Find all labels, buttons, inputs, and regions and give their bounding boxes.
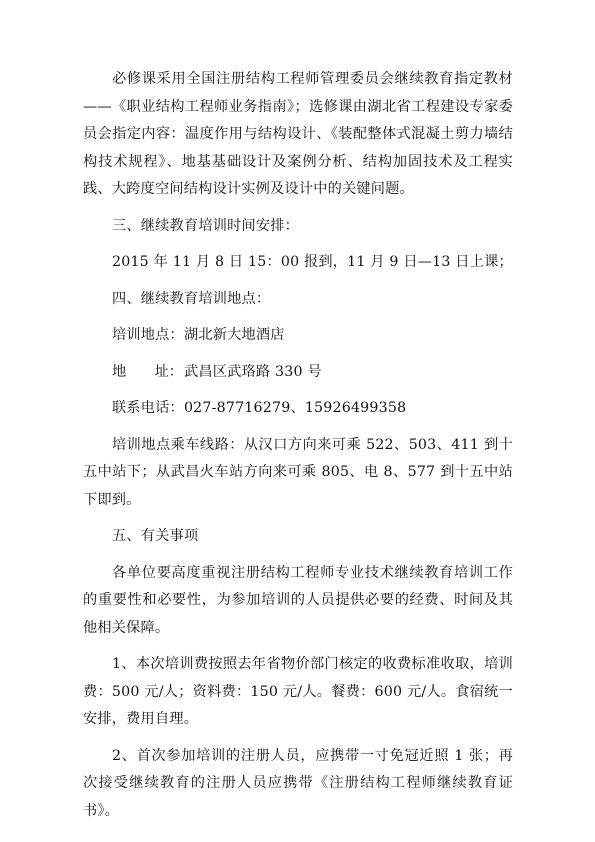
course-paragraph: 必修课采用全国注册结构工程师管理委员会继续教育指定教材——《职业结构工程师业务指南》；选修课由湖北省工程建设专家委员会指定内容：温度作用与结构设计、《装配整体式混凝土剪力墙结构技术规程》、地基基础设计及案例分析、结构加固技术及工程实践、大跨度空间结构设计实例及设计中的关键问题。 — [83, 71, 513, 197]
venue-line — [83, 322, 513, 350]
schedule-text: 2015 年 11 月 8 日 15：00 报到，11 月 9 日—13 日上课； — [112, 254, 513, 270]
section-5-title: 五、有关事项 — [112, 528, 199, 544]
venue-label: 培训地点： — [112, 327, 184, 343]
photo-paragraph: 2、首次参加培训的注册人员，应携带一寸免冠近照 1 张；再次接受继续教育的注册人员应携带《注册结构工程师继续教育证书》。 — [83, 747, 513, 819]
address-value: 武昌区武珞路 330 号 — [184, 363, 322, 380]
fee-paragraph: 1、本次培训费按照去年省物价部门核定的收费标准收取，培训费：500 元/人；资料费：150 元/人。餐费：600 元/人。食宿统一安排，费用自理。 — [83, 656, 513, 727]
phone-label: 联系电话： — [112, 400, 184, 416]
address-line — [83, 359, 513, 387]
route-paragraph: 培训地点乘车线路：从汉口方向来可乘 522、503、411 到十五中站下；从武昌火车站方向来可乘 805、电 8、577 到十五中站下即到。 — [83, 436, 513, 508]
section-4-title: 四、继续教育培训地点： — [112, 290, 271, 307]
phone-value: 027-87716279、15926499358 — [183, 400, 407, 416]
document-body — [83, 66, 513, 834]
section-3-title: 三、继续教育培训时间安排： — [112, 217, 300, 234]
requirements-paragraph: 各单位要高度重视注册结构工程师专业技术继续教育培训工作的重要性和必要性，为参加培训的人员提供必要的经费、时间及其他相关保障。 — [83, 564, 513, 636]
phone-line — [83, 395, 513, 423]
address-label: 地 址： — [112, 363, 183, 380]
venue-value: 湖北新大地酒店 — [183, 327, 285, 343]
